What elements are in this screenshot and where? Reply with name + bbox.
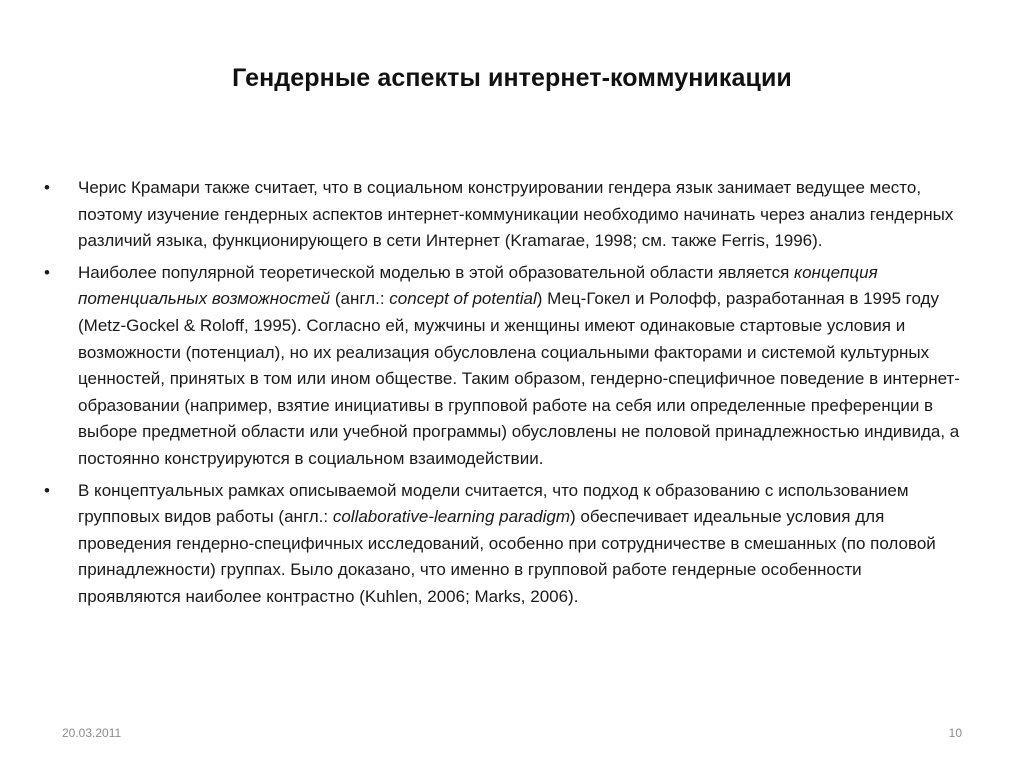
text-segment: Черис Крамари также считает, что в социальном конструировании гендера язык занимает ведущее место, поэтому изучение гендерных аспектов интернет-коммуникации необходимо начинать через анализ гендерных различий языка, функционирующего в сети Интернет (Kramarae, 1998; см. также Ferris, 1996).: [78, 178, 954, 251]
bullet-dot-icon: •: [44, 480, 50, 500]
bullet-text: [78, 263, 960, 468]
bullet-item: [44, 260, 964, 473]
bullet-text: [78, 481, 936, 606]
bullet-dot-icon: •: [44, 262, 50, 282]
bullet-item: [44, 175, 964, 255]
bullet-text: [78, 178, 953, 250]
text-segment: Наиболее популярной теоретической моделью в этой образовательной области является: [78, 262, 795, 282]
italic-term: концепция потенциальных возможностей: [78, 262, 878, 309]
italic-term: collaborative-learning paradigm: [332, 507, 571, 527]
text-segment: В концептуальных рамках описываемой модели считается, что подход к образованию с использованием групповых видов работы (англ.:: [78, 480, 909, 527]
bullet-item: [44, 478, 964, 611]
bullet-list: [44, 175, 964, 616]
bullet-dot-icon: •: [44, 178, 50, 197]
text-segment: ) Мец-Гокел и Ролофф, разработанная в 1995 году (Metz-Gockel & Roloff, 1995). Согласно ей, мужчины и женщины имеют одинаковые стартовые условия и возможности (потенциал), но их реализация обусловлена социальными факторами и системой культурных ценностей, принятых в том или ином обществе. Таким образом, гендерно-специфичное поведение в интернет-образовании (например, взятие инициативы в групповой работе на себя или определенные преференции в выборе предметной области или учебной программы) обусловлены не половой принадлежностью индивида, а постоянно конструируются в социальном взаимодействии.: [78, 289, 960, 468]
text-segment: (англ.:: [330, 289, 390, 309]
italic-term: concept of potential: [389, 289, 537, 309]
slide-title: Гендерные аспекты интернет-коммуникации: [232, 64, 792, 92]
footer-date: 20.03.2011: [62, 726, 122, 740]
footer-page-number: 10: [948, 726, 962, 740]
text-segment: ) обеспечивает идеальные условия для проведения гендерно-специфичных исследований, особенно при сотрудничестве в смешанных (по половой принадлежности) группах. Было доказано, что именно в групповой работе гендерные особенности проявляются наиболее контрастно (Kuhlen, 2006; Marks, 2006).: [78, 507, 936, 606]
